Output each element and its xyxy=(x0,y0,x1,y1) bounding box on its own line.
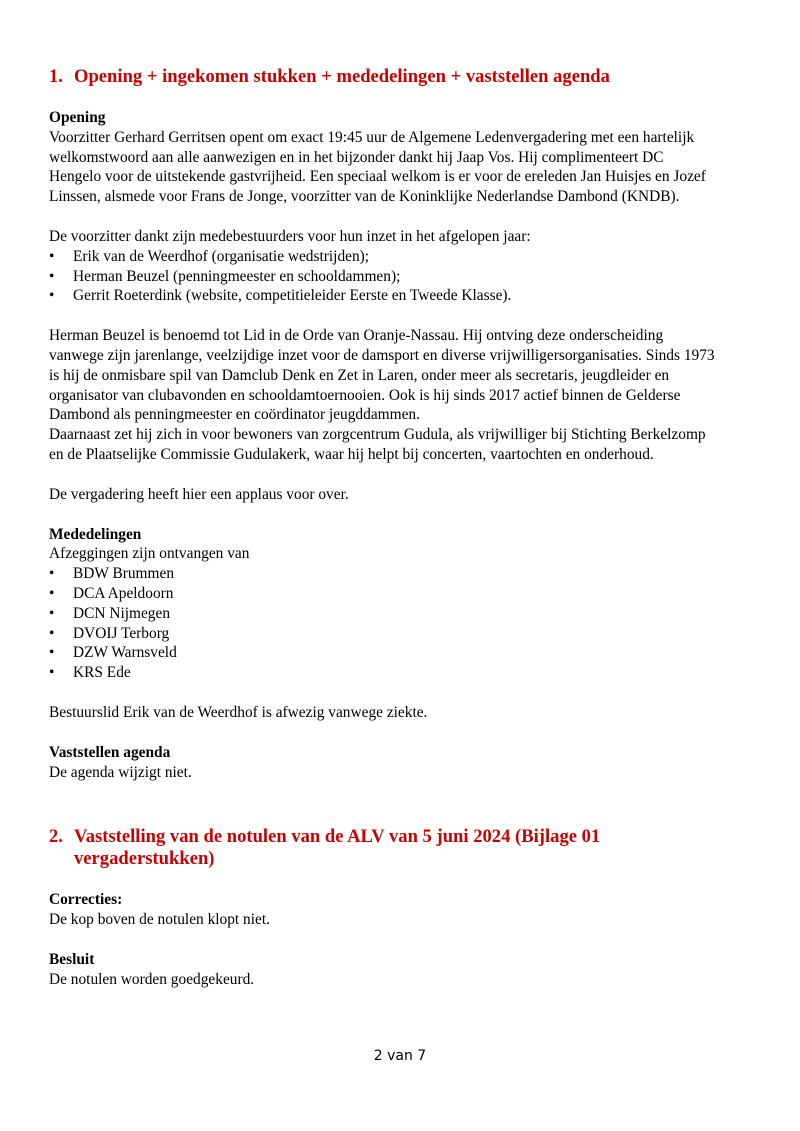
list-item xyxy=(49,267,754,287)
announcements-heading: Mededelingen xyxy=(49,525,142,543)
absence-text: Bestuurslid Erik van de Weerdhof is afwezig vanwege ziekte. xyxy=(49,703,428,721)
list-item xyxy=(49,663,754,683)
list-item xyxy=(49,286,754,306)
bullet-icon: • xyxy=(49,247,55,265)
list-item xyxy=(49,624,754,644)
decision-text: De notulen worden goedgekeurd. xyxy=(49,970,255,988)
list-item xyxy=(49,584,754,604)
corrections-heading: Correcties: xyxy=(49,891,123,909)
list-item-text: DVOIJ Terborg xyxy=(73,624,170,642)
honor-paragraph xyxy=(49,326,754,465)
bullet-icon: • xyxy=(49,267,55,285)
list-item-text: BDW Brummen xyxy=(73,565,175,583)
section-2-number: 2. xyxy=(49,826,63,848)
opening-line: Linssen, alsmede voor Frans de Jonge, voorzitter van de Koninklijke Nederlandse Dambond (KNDB). xyxy=(49,188,680,206)
list-item-text: DCA Apeldoorn xyxy=(73,584,174,602)
bullet-icon: • xyxy=(49,584,55,602)
bullet-icon: • xyxy=(49,644,55,662)
document-page xyxy=(49,66,754,990)
corrections-text: De kop boven de notulen klopt niet. xyxy=(49,911,270,929)
honor-line: organisator van clubavonden en schooldamtoernooien. Ook is hij sinds 2017 actief binnen de Gelderse xyxy=(49,386,681,404)
agenda-heading: Vaststellen agenda xyxy=(49,743,171,761)
list-item-text: DCN Nijmegen xyxy=(73,604,171,622)
list-item-text: Herman Beuzel (penningmeester en schooldammen); xyxy=(73,267,401,285)
honor-line: vanwege zijn jarenlange, veelzijdige inzet voor de damsport en diverse vrijwilligersorganisaties. Sinds 1973 xyxy=(49,346,715,364)
opening-heading: Opening xyxy=(49,109,106,126)
decision-heading: Besluit xyxy=(49,950,95,968)
list-item xyxy=(49,643,754,663)
bullet-icon: • xyxy=(49,664,55,682)
honor-line: Daarnaast zet hij zich in voor bewoners van zorgcentrum Gudula, als vrijwilliger bij Stichting Berkelzomp xyxy=(49,426,706,444)
section-2-heading xyxy=(49,826,754,870)
list-item xyxy=(49,564,754,584)
bullet-icon: • xyxy=(49,624,55,642)
section-2-title-line: vergaderstukken) xyxy=(74,848,215,870)
list-item-text: KRS Ede xyxy=(73,664,131,682)
bullet-icon: • xyxy=(49,287,55,305)
honor-line: is hij de onmisbare spil van Damclub Denk en Zet in Laren, onder meer als secretaris, jeugdleider en xyxy=(49,366,670,384)
opening-line: welkomstwoord aan alle aanwezigen en in het bijzonder dankt hij Jaap Vos. Hij complimenteert DC xyxy=(49,148,664,166)
cancellations-list xyxy=(49,564,754,683)
list-item xyxy=(49,247,754,267)
section-2-title xyxy=(74,826,754,870)
agenda-text: De agenda wijzigt niet. xyxy=(49,763,192,781)
bullet-icon: • xyxy=(49,565,55,583)
list-item-text: Gerrit Roeterdink (website, competitieleider Eerste en Tweede Klasse). xyxy=(73,287,512,305)
honor-line: en de Plaatselijke Commissie Gudulakerk, waar hij helpt bij concerten, vaartochten en onderhoud. xyxy=(49,445,654,463)
list-item-text: DZW Warnsveld xyxy=(73,644,177,662)
thanks-intro: De voorzitter dankt zijn medebestuurders voor hun inzet in het afgelopen jaar: xyxy=(49,227,531,245)
opening-line: Voorzitter Gerhard Gerritsen opent om exact 19:45 uur de Algemene Ledenvergadering met een hartelijk xyxy=(49,128,695,146)
section-1-heading xyxy=(49,66,754,88)
opening-paragraph xyxy=(49,128,754,207)
section-1-title: Opening + ingekomen stukken + mededelingen + vaststellen agenda xyxy=(74,66,610,87)
bullet-icon: • xyxy=(49,604,55,622)
honor-line: Dambond als penningmeester en coördinator jeugddammen. xyxy=(49,406,420,424)
honor-line: Herman Beuzel is benoemd tot Lid in de Orde van Oranje-Nassau. Hij ontving deze onderscheiding xyxy=(49,327,664,345)
list-item-text: Erik van de Weerdhof (organisatie wedstrijden); xyxy=(73,247,370,265)
section-1-number: 1. xyxy=(49,66,63,87)
section-2-title-line: Vaststelling van de notulen van de ALV van 5 juni 2024 (Bijlage 01 xyxy=(74,826,601,848)
opening-line: Hengelo voor de uitstekende gastvrijheid. Een speciaal welkom is er voor de ereleden Jan Huisjes en Jozef xyxy=(49,168,706,186)
list-item xyxy=(49,604,754,624)
applause-text: De vergadering heeft hier een applaus voor over. xyxy=(49,485,349,503)
page-number: 2 van 7 xyxy=(373,1048,427,1064)
board-members-list xyxy=(49,247,754,306)
cancellations-intro: Afzeggingen zijn ontvangen van xyxy=(49,545,250,563)
